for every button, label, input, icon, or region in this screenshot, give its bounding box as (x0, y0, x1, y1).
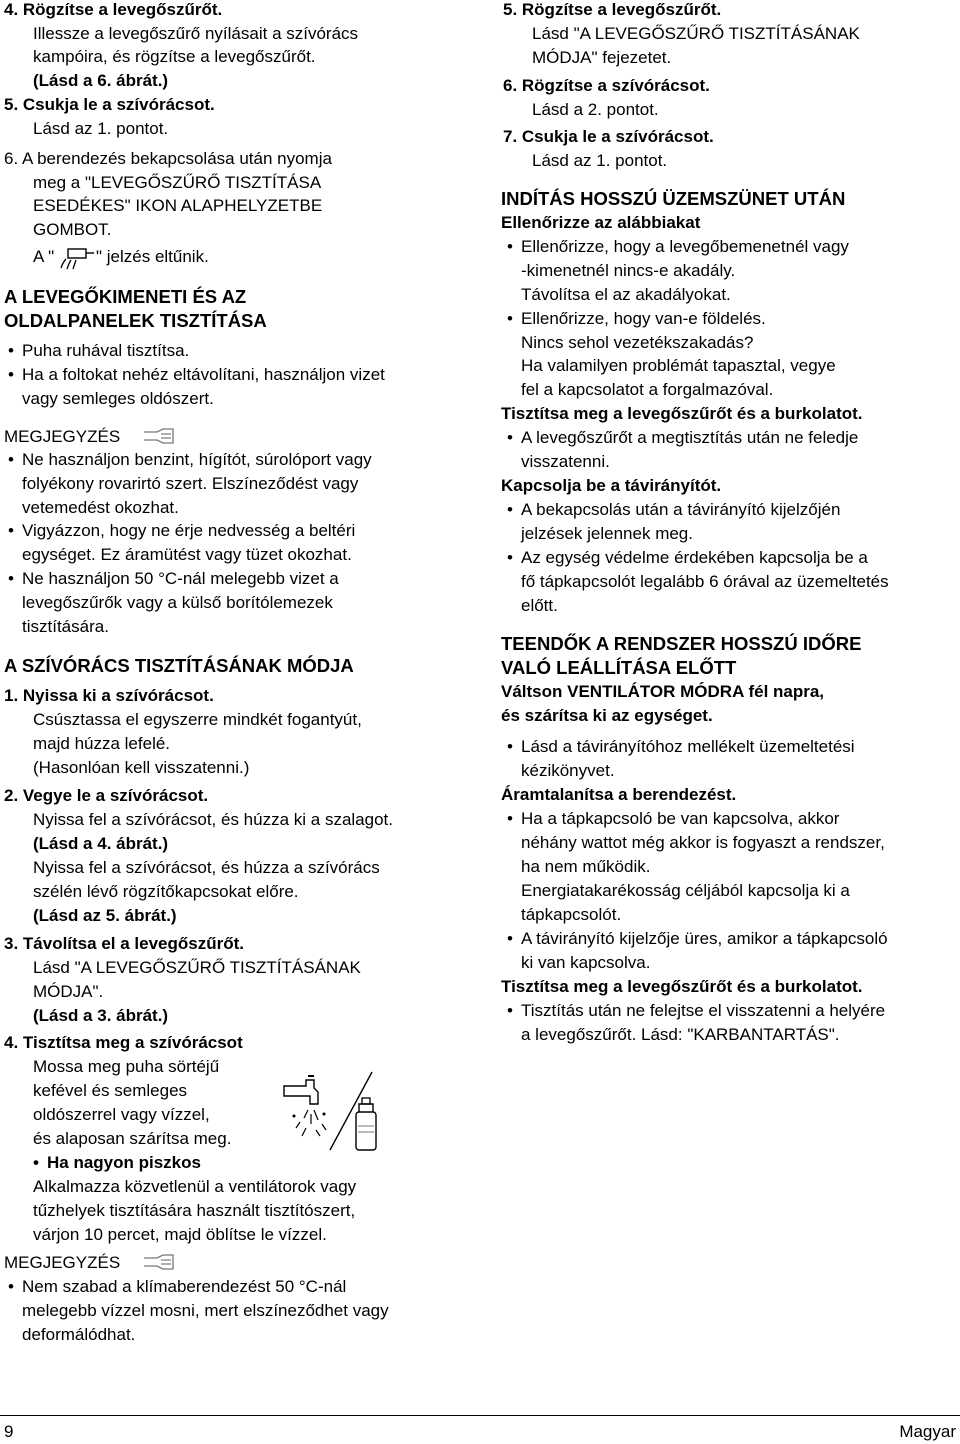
bullet-item-cont: tápkapcsolót. (521, 905, 622, 924)
note-item-cont: melegebb vízzel mosni, mert elszíneződhet vagy (22, 1301, 389, 1320)
step-text: Csúsztassa el egyszerre mindkét fogantyút, (33, 710, 362, 729)
bullet-item-cont: fő tápkapcsolót legalább 6 órával az üzemeltetés (521, 572, 889, 591)
step-6-text: " jelzés eltűnik. (96, 247, 209, 266)
step-6-text: GOMBOT. (33, 220, 112, 239)
bullet-item: • A távirányító kijelzője üres, amikor a tápkapcsoló (521, 929, 888, 949)
step-ref: (Lásd az 5. ábrát.) (33, 906, 177, 925)
bullet-item-cont: a levegőszűrőt. Lásd: "KARBANTARTÁS". (521, 1025, 840, 1044)
note-item: • Vigyázzon, hogy ne érje nedvesség a beltéri (22, 521, 355, 541)
step-text: Alkalmazza közvetlenül a ventilátorok vagy (33, 1177, 357, 1196)
step-text: várjon 10 percet, majd öblítse le vízzel. (33, 1225, 327, 1244)
step-4-title: 4. Rögzítse a levegőszűrőt. (4, 0, 223, 19)
subheading: Áramtalanítsa a berendezést. (501, 785, 737, 804)
step-title: 4. Tisztítsa meg a szívórácsot (4, 1033, 243, 1052)
subheading: és szárítsa ki az egységet. (501, 706, 713, 725)
subheading: Váltson VENTILÁTOR MÓDRA fél napra, (501, 682, 825, 701)
section-heading: TEENDŐK A RENDSZER HOSSZÚ IDŐRE (501, 633, 862, 654)
section-heading: VALÓ LEÁLLÍTÁSA ELŐTT (501, 657, 737, 678)
step-text: tűzhelyek tisztítására használt tisztítószert, (33, 1201, 356, 1220)
section-heading: INDÍTÁS HOSSZÚ ÜZEMSZÜNET UTÁN (501, 188, 846, 209)
step-5-text: Lásd az 1. pontot. (33, 119, 169, 138)
step-text: Nyissa fel a szívórácsot, és húzza a szívórács (33, 858, 380, 877)
subheading: Tisztítsa meg a levegőszűrőt és a burkolatot. (501, 977, 863, 996)
bullet-item: • Ha a foltokat nehéz eltávolítani, használjon vizet (22, 365, 385, 385)
subheading: Tisztítsa meg a levegőszűrőt és a burkolatot. (501, 404, 863, 423)
subheading: Ellenőrizze az alábbiakat (501, 213, 701, 232)
step-text: majd húzza lefelé. (33, 734, 171, 753)
step-text: Lásd "A LEVEGŐSZŰRŐ TISZTÍTÁSÁNAK (532, 24, 860, 43)
note-item-cont: egységet. Ez áramütést vagy tüzet okozhat. (22, 545, 352, 564)
bullet-item-cont: Ha valamilyen problémát tapasztal, vegye (521, 356, 836, 375)
footer-language: Magyar (899, 1422, 956, 1441)
note-heading: MEGJEGYZÉS (4, 1253, 121, 1272)
bullet-item: • A levegőszűrőt a megtisztítás után ne feledje (521, 428, 858, 448)
step-text: (Hasonlóan kell visszatenni.) (33, 758, 250, 777)
step-text: és alaposan szárítsa meg. (33, 1129, 232, 1148)
note-hand-icon (143, 1250, 177, 1274)
subheading: Kapcsolja be a távirányítót. (501, 476, 722, 495)
bullet-item: • Az egység védelme érdekében kapcsolja be a (521, 548, 868, 568)
bullet-item: • Lásd a távirányítóhoz mellékelt üzemeltetési (521, 737, 855, 757)
bullet-item-cont: ha nem működik. (521, 857, 651, 876)
filter-icon (58, 243, 98, 271)
step-6-text: ESEDÉKES" IKON ALAPHELYZETBE (33, 196, 323, 215)
note-item: • Nem szabad a klímaberendezést 50 °C-nál (22, 1277, 346, 1297)
step-text: Nyissa fel a szívórácsot, és húzza ki a szalagot. (33, 810, 393, 829)
step-text: Lásd az 1. pontot. (532, 151, 668, 170)
step-text: kefével és semleges (33, 1081, 188, 1100)
step-text: oldószerrel vagy vízzel, (33, 1105, 210, 1124)
section-heading: A LEVEGŐKIMENETI ÉS AZ (4, 286, 247, 307)
bullet-item: • Ha nagyon piszkos (47, 1153, 201, 1173)
step-6-text: A " (33, 247, 55, 266)
step-text: Mossa meg puha sörtéjű (33, 1057, 220, 1076)
section-heading: OLDALPANELEK TISZTÍTÁSA (4, 310, 267, 331)
bullet-item: • Ellenőrizze, hogy van-e földelés. (521, 309, 766, 329)
note-item: • Ne használjon 50 °C-nál melegebb vizet a (22, 569, 339, 589)
step-text: Lásd a 2. pontot. (532, 100, 659, 119)
step-title: 6. Rögzítse a szívórácsot. (503, 76, 710, 95)
step-title: 3. Távolítsa el a levegőszűrőt. (4, 934, 244, 953)
note-item: • Ne használjon benzint, hígítót, súrolóport vagy (22, 450, 372, 470)
note-item-cont: levegőszűrők vagy a külső borítólemezek (22, 593, 333, 612)
bullet-item: • Ellenőrizze, hogy a levegőbemenetnél vagy (521, 237, 849, 257)
step-4-text: kampóira, és rögzítse a levegőszűrőt. (33, 47, 316, 66)
step-4-text: Illessze a levegőszűrő nyílásait a szívórács (33, 24, 359, 43)
section-heading: A SZÍVÓRÁCS TISZTÍTÁSÁNAK MÓDJA (4, 655, 354, 676)
bullet-item: • Puha ruhával tisztítsa. (22, 341, 189, 361)
step-text: szélén lévő rögzítőkapcsokat előre. (33, 882, 299, 901)
note-item-cont: deformálódhat. (22, 1325, 136, 1344)
step-title: 5. Rögzítse a levegőszűrőt. (503, 0, 722, 19)
footer-rule (0, 1415, 960, 1416)
step-ref: (Lásd a 3. ábrát.) (33, 1006, 169, 1025)
bullet-item-cont: kézikönyvet. (521, 761, 615, 780)
note-hand-icon (143, 424, 177, 448)
bullet-item: • Tisztítás után ne felejtse el visszatenni a helyére (521, 1001, 885, 1021)
step-text: MÓDJA". (33, 982, 104, 1001)
note-item-cont: folyékony rovarirtó szert. Elszíneződést vagy (22, 474, 359, 493)
step-ref: (Lásd a 4. ábrát.) (33, 834, 169, 853)
bullet-item: • Ha a tápkapcsoló be van kapcsolva, akkor (521, 809, 839, 829)
step-title: 7. Csukja le a szívórácsot. (503, 127, 714, 146)
bullet-item-cont: -kimenetnél nincs-e akadály. (521, 261, 736, 280)
note-item-cont: vetemedést okozhat. (22, 498, 179, 517)
step-title: 1. Nyissa ki a szívórácsot. (4, 686, 214, 705)
bullet-item-cont: ki van kapcsolva. (521, 953, 651, 972)
step-6-text: meg a "LEVEGŐSZŰRŐ TISZTÍTÁSA (33, 173, 322, 192)
step-5-title: 5. Csukja le a szívórácsot. (4, 95, 215, 114)
step-title: 2. Vegye le a szívórácsot. (4, 786, 209, 805)
bullet-item-cont: Nincs sehol vezetékszakadás? (521, 333, 754, 352)
bullet-item-cont: Távolítsa el az akadályokat. (521, 285, 731, 304)
bullet-item-cont: előtt. (521, 596, 558, 615)
note-item-cont: tisztítására. (22, 617, 109, 636)
step-6-text: 6. A berendezés bekapcsolása után nyomja (4, 149, 332, 168)
bullet-item-cont: néhány wattot még akkor is fogyaszt a rendszer, (521, 833, 885, 852)
bullet-item-cont: jelzések jelennek meg. (521, 524, 693, 543)
faucet-and-bottle-illustration (280, 1066, 390, 1154)
bullet-item-cont: fel a kapcsolatot a forgalmazóval. (521, 380, 774, 399)
page-number: 9 (4, 1422, 14, 1441)
step-text: MÓDJA" fejezetet. (532, 48, 672, 67)
note-heading: MEGJEGYZÉS (4, 427, 121, 446)
bullet-item-cont: Energiatakarékosság céljából kapcsolja ki a (521, 881, 850, 900)
bullet-item: • A bekapcsolás után a távirányító kijelzőjén (521, 500, 840, 520)
bullet-item-cont: visszatenni. (521, 452, 610, 471)
step-4-ref: (Lásd a 6. ábrát.) (33, 71, 169, 90)
bullet-item-cont: vagy semleges oldószert. (22, 389, 214, 408)
step-text: Lásd "A LEVEGŐSZŰRŐ TISZTÍTÁSÁNAK (33, 958, 361, 977)
